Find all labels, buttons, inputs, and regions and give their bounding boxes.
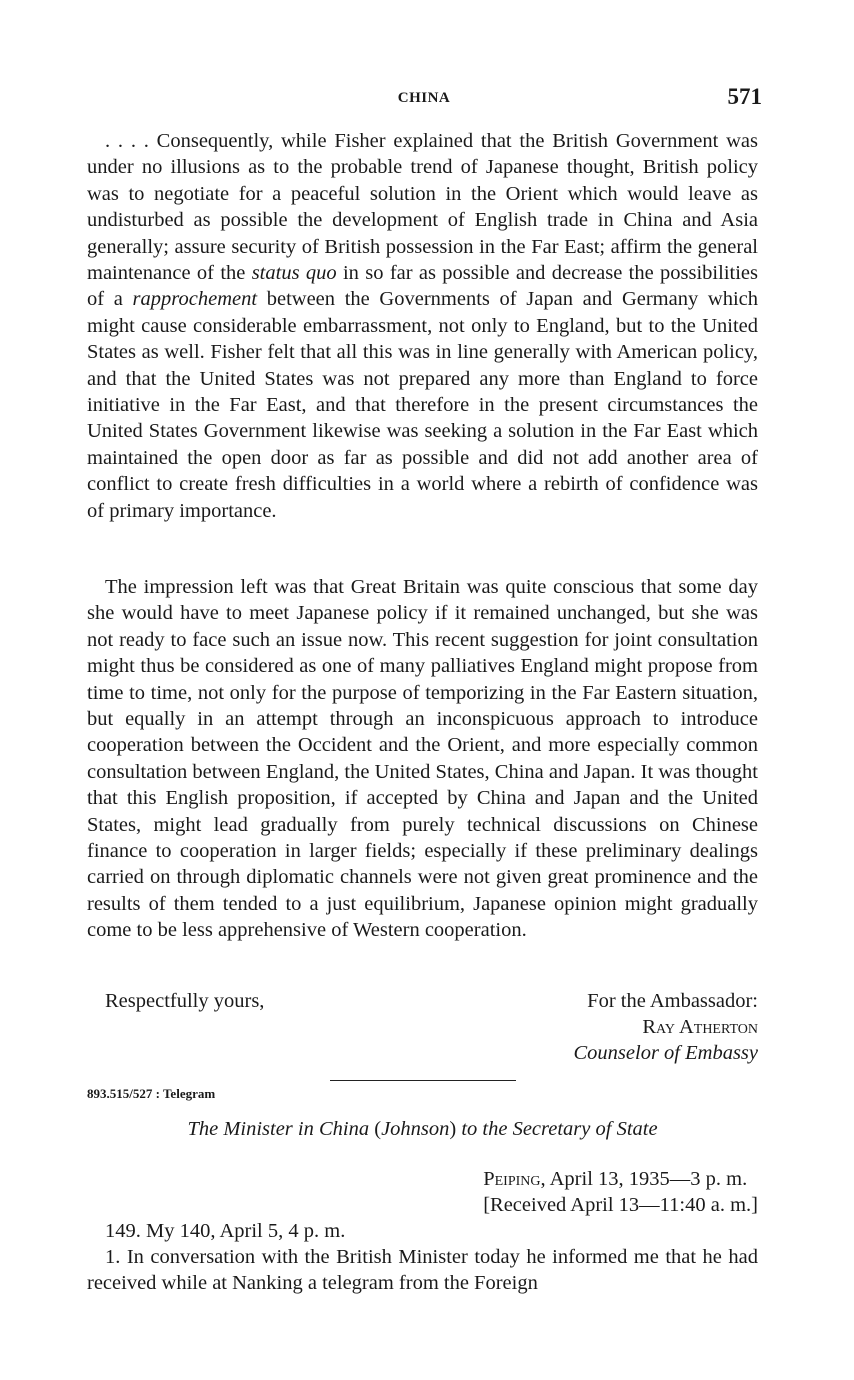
paragraph-text	[87, 128, 758, 524]
text-run: . . . . Consequently, while Fisher explained that the British Government was under no illusions as to the probable trend of Japanese thought, British policy was to negotiate for a peaceful solution in the Orient which would leave as undisturbed as possible the development of English trade in China and Asia generally; assure security of British possession in the Far East; affirm the general maintenance of the	[87, 130, 758, 285]
text-run: in so far as possible and decrease the possibilities of a	[87, 262, 758, 311]
item-149: 149. My 140, April 5, 4 p. m.	[105, 1220, 346, 1242]
letter-closing	[87, 988, 758, 1068]
item-1: 1. In conversation with the British Minister today he informed me that he had received while at Nanking a telegram from the Foreign	[87, 1246, 758, 1295]
italic-run: The Minister in China	[187, 1118, 375, 1140]
text-run: )	[449, 1118, 457, 1140]
italic-run: to the Secretary of State	[456, 1118, 658, 1140]
dateline-date: , April 13, 1935—3 p. m.	[540, 1168, 748, 1190]
document-title	[87, 1118, 758, 1141]
signatory-title: Counselor of Embassy	[573, 1042, 758, 1064]
for-ambassador-line: For the Ambassador:	[587, 990, 758, 1012]
running-head	[86, 84, 762, 114]
italic-run: rapprochement	[132, 288, 258, 311]
text-run: The impression left was that Great Britain was quite conscious that some day she would have to meet Japanese policy if it remained unchanged, but she was not ready to face such an issue now. This recent suggestion for joint consultation might thus be considered as one of many palliatives England might propose from time to time, not only for the purpose of temporizing in the Far Eastern situation, but equally in an attempt through an inconspicuous approach to introduce cooperation between the Occident and the Orient, and more especially common consultation between England, the United States, China and Japan. It was thought that this English proposition, if accepted by China and Japan and the United States, might lead gradually from purely technical discussions on Chinese finance to cooperation in larger fields; especially if these preliminary dealings carried on through diplomatic channels were not given great prominence and the results of them tended to a just equilibrium, Japanese opinion might gradually come to be less apprehensive of Western cooperation.	[87, 576, 758, 942]
italic-run: Johnson	[381, 1118, 450, 1140]
section-divider	[330, 1080, 516, 1081]
dateline-sent	[483, 1166, 758, 1192]
running-title: CHINA	[397, 90, 451, 106]
salutation: Respectfully yours,	[105, 990, 265, 1012]
paragraph-consequently	[87, 128, 758, 524]
text-run: (	[374, 1118, 382, 1140]
dateline-place: Peiping	[483, 1168, 541, 1190]
italic-run: status quo	[251, 262, 337, 285]
file-reference: 893.515/527 : Telegram	[87, 1086, 216, 1101]
paragraph-text	[87, 574, 758, 944]
page-number: 571	[727, 84, 762, 109]
paragraph-impression	[87, 574, 758, 944]
dateline	[483, 1166, 758, 1218]
signatory-name: Ray Atherton	[642, 1016, 758, 1038]
dateline-received: [Received April 13—11:40 a. m.]	[483, 1194, 758, 1216]
text-run: between the Governments of Japan and Germany which might cause considerable embarrassment, not only to England, but to the United States as well. Fisher felt that all this was in line generally with American policy, and that the United States was not prepared any more than England to force initiative in the Far East, and that therefore in the present circumstances the United States Government likewise was seeking a solution in the Far East which maintained the open door as far as possible and did not add another area of conflict to create fresh difficulties in a world where a rebirth of confidence was of primary importance.	[87, 288, 758, 522]
